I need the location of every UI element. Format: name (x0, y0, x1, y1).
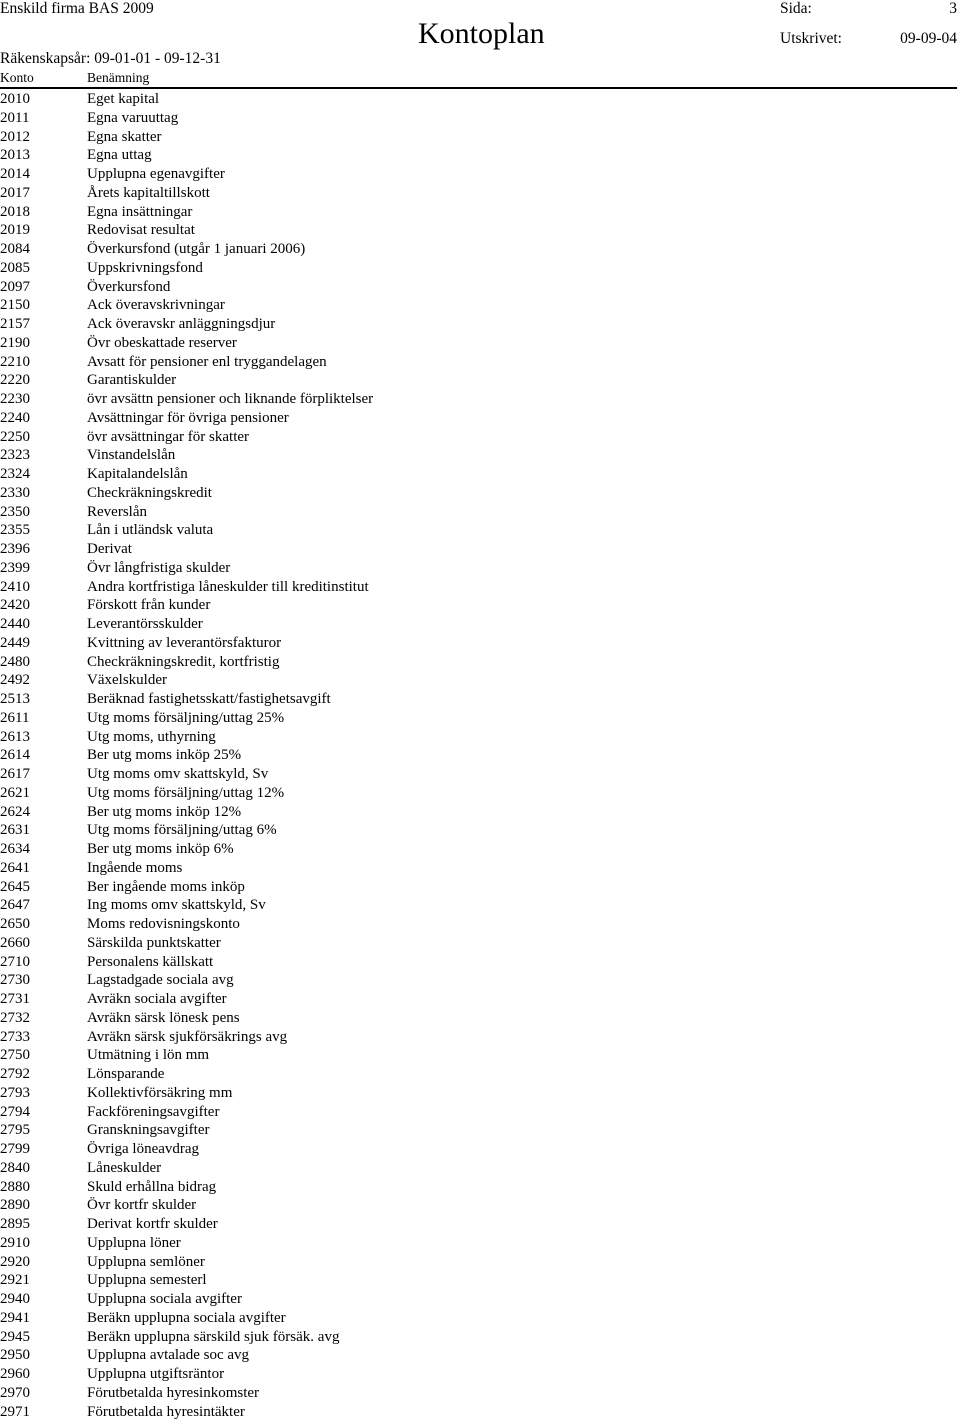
account-number: 2012 (0, 128, 30, 145)
account-row (0, 1345, 960, 1364)
account-row (0, 895, 960, 914)
account-name: Upplupna avtalade soc avg (87, 1347, 250, 1364)
account-name: Avräkn sociala avgifter (87, 991, 227, 1007)
account-number: 2324 (0, 466, 30, 482)
account-number: 2792 (0, 1066, 30, 1082)
account-name: Uppskrivningsfond (87, 259, 203, 276)
account-name: Egna insättningar (87, 203, 193, 220)
account-row (0, 1158, 960, 1177)
account-name: Utg moms omv skattskyld, Sv (87, 766, 269, 782)
account-row (0, 183, 960, 202)
account-name: Ack överavskr anläggningsdjur (87, 316, 276, 332)
account-name: Upplupna sociala avgifter (87, 1291, 242, 1307)
account-row (0, 1327, 960, 1346)
account-number: 2793 (0, 1084, 30, 1101)
account-number: 2396 (0, 541, 30, 557)
account-name: Upplupna löner (87, 1234, 181, 1251)
account-name: Överkursfond (utgår 1 januari 2006) (87, 241, 306, 257)
account-number: 2157 (0, 316, 30, 332)
account-name: Utg moms försäljning/uttag 6% (87, 822, 277, 839)
account-name: Skuld erhållna bidrag (87, 1178, 217, 1195)
account-row (0, 558, 960, 577)
account-list (0, 89, 960, 1420)
account-row (0, 220, 960, 239)
account-number: 2513 (0, 691, 30, 707)
account-row (0, 652, 960, 671)
account-name: Ber ingående moms inköp (87, 878, 245, 895)
account-number: 2250 (0, 428, 30, 445)
account-name: Checkräkningskredit (87, 484, 212, 501)
account-name: Avsättningar för övriga pensioner (87, 409, 289, 426)
account-row (0, 577, 960, 596)
account-row (0, 595, 960, 614)
account-row (0, 352, 960, 371)
account-number: 2018 (0, 203, 30, 220)
account-row (0, 1252, 960, 1271)
account-number: 2410 (0, 578, 30, 595)
account-name: Andra kortfristiga låneskulder till kreditinstitut (87, 578, 369, 595)
account-row (0, 708, 960, 727)
account-row (0, 764, 960, 783)
account-name: Årets kapitaltillskott (87, 184, 210, 201)
account-number: 2910 (0, 1234, 30, 1251)
account-row (0, 1083, 960, 1102)
account-row (0, 145, 960, 164)
account-name: Derivat (87, 541, 132, 557)
account-name: Förskott från kunder (87, 597, 211, 614)
account-row (0, 1383, 960, 1402)
account-row (0, 1270, 960, 1289)
account-name: Förutbetalda hyresinkomster (87, 1384, 260, 1401)
account-name: Övr långfristiga skulder (87, 559, 231, 576)
account-number: 2097 (0, 278, 30, 295)
account-number: 2617 (0, 766, 30, 782)
page-number: 3 (949, 0, 957, 17)
account-row (0, 277, 960, 296)
account-row (0, 614, 960, 633)
account-number: 2190 (0, 334, 30, 351)
account-name: Upplupna semesterl (87, 1272, 207, 1289)
account-row (0, 1233, 960, 1252)
account-name: Beräkn upplupna särskild sjuk försäk. avg (87, 1328, 340, 1345)
account-name: Avsatt för pensioner enl tryggandelagen (87, 353, 327, 370)
account-name: Upplupna egenavgifter (87, 166, 225, 182)
account-row (0, 1364, 960, 1383)
account-row (0, 820, 960, 839)
account-name: Garantiskulder (87, 372, 177, 389)
account-number: 2399 (0, 559, 30, 576)
account-row (0, 1027, 960, 1046)
account-number: 2940 (0, 1291, 30, 1307)
account-row (0, 839, 960, 858)
account-number: 2449 (0, 634, 30, 651)
account-number: 2731 (0, 991, 30, 1007)
account-row (0, 164, 960, 183)
account-number: 2733 (0, 1028, 30, 1045)
account-number: 2750 (0, 1047, 30, 1064)
account-number: 2323 (0, 447, 30, 464)
account-name: Utmätning i lön mm (87, 1047, 210, 1064)
account-row (0, 483, 960, 502)
account-row (0, 370, 960, 389)
account-name: Egna skatter (87, 128, 162, 145)
account-row (0, 1045, 960, 1064)
account-row (0, 295, 960, 314)
account-name: Derivat kortfr skulder (87, 1216, 218, 1232)
account-number: 2013 (0, 147, 30, 164)
account-row (0, 858, 960, 877)
account-row (0, 389, 960, 408)
account-name: Kvittning av leverantörsfakturor (87, 634, 282, 651)
account-number: 2799 (0, 1141, 30, 1157)
account-name: Redovisat resultat (87, 222, 195, 239)
account-name: Ber utg moms inköp 12% (87, 803, 242, 820)
account-row (0, 689, 960, 708)
account-number: 2014 (0, 166, 30, 182)
account-number: 2085 (0, 259, 30, 276)
account-row (0, 333, 960, 352)
account-row (0, 202, 960, 221)
account-name: Växelskulder (87, 672, 167, 689)
account-name: Överkursfond (87, 278, 171, 295)
account-number: 2895 (0, 1216, 30, 1232)
account-row (0, 970, 960, 989)
account-number: 2645 (0, 878, 30, 895)
account-row (0, 89, 960, 108)
account-row (0, 427, 960, 446)
account-number: 2240 (0, 409, 30, 426)
account-row (0, 1008, 960, 1027)
account-name: Utg moms försäljning/uttag 12% (87, 784, 285, 801)
account-number: 2921 (0, 1272, 30, 1289)
account-row (0, 258, 960, 277)
account-name: Checkräkningskredit, kortfristig (87, 653, 280, 670)
account-number: 2440 (0, 616, 30, 632)
account-name: Lönsparande (87, 1066, 165, 1082)
account-name: Granskningsavgifter (87, 1122, 210, 1139)
account-number: 2330 (0, 484, 30, 501)
account-row (0, 989, 960, 1008)
account-row (0, 539, 960, 558)
account-name: Förutbetalda hyresintäkter (87, 1403, 245, 1420)
account-number: 2210 (0, 353, 30, 370)
account-name: Ack överavskrivningar (87, 297, 225, 314)
account-row (0, 914, 960, 933)
account-number: 2420 (0, 597, 30, 614)
account-row (0, 520, 960, 539)
account-number: 2355 (0, 522, 30, 539)
account-number: 2150 (0, 297, 30, 314)
column-header-name: Benämning (87, 70, 150, 85)
account-name: Leverantörsskulder (87, 616, 203, 632)
account-name: Eget kapital (87, 91, 160, 107)
account-number: 2960 (0, 1366, 30, 1382)
account-row (0, 952, 960, 971)
account-row (0, 1120, 960, 1139)
account-row (0, 877, 960, 896)
account-number: 2220 (0, 372, 30, 389)
account-row (0, 408, 960, 427)
account-row (0, 239, 960, 258)
account-row (0, 802, 960, 821)
account-row (0, 727, 960, 746)
account-name: Ingående moms (87, 859, 183, 876)
account-number: 2941 (0, 1309, 30, 1326)
account-number: 2621 (0, 784, 30, 801)
account-name: Upplupna semlöner (87, 1253, 205, 1270)
account-name: Låneskulder (87, 1159, 162, 1176)
account-row (0, 933, 960, 952)
account-name: Beräknad fastighetsskatt/fastighetsavgift (87, 691, 331, 707)
account-row (0, 670, 960, 689)
account-row (0, 745, 960, 764)
account-row (0, 502, 960, 521)
account-name: Ing moms omv skattskyld, Sv (87, 897, 266, 914)
account-number: 2611 (0, 709, 30, 726)
account-number: 2950 (0, 1347, 30, 1364)
account-name: övr avsättningar för skatter (87, 428, 250, 445)
account-number: 2880 (0, 1178, 30, 1195)
account-name: Övr kortfr skulder (87, 1197, 197, 1214)
account-row (0, 108, 960, 127)
account-row (0, 1289, 960, 1308)
account-name: Lagstadgade sociala avg (87, 972, 234, 989)
printed-label: Utskrivet: (780, 30, 842, 47)
account-number: 2730 (0, 972, 30, 989)
account-number: 2613 (0, 728, 30, 745)
account-number: 2017 (0, 184, 30, 201)
account-name: Beräkn upplupna sociala avgifter (87, 1309, 286, 1326)
page-title: Kontoplan (418, 17, 545, 50)
account-number: 2710 (0, 953, 30, 970)
account-number: 2230 (0, 391, 30, 407)
account-number: 2945 (0, 1328, 30, 1345)
account-name: Moms redovisningskonto (87, 916, 240, 932)
account-number: 2492 (0, 672, 30, 689)
account-name: Kapitalandelslån (87, 466, 188, 482)
account-row (0, 1177, 960, 1196)
account-number: 2019 (0, 222, 30, 239)
account-number: 2660 (0, 934, 30, 951)
account-name: övr avsättn pensioner och liknande förpliktelser (87, 391, 374, 407)
account-row (0, 783, 960, 802)
column-header-account: Konto (0, 70, 34, 85)
account-number: 2650 (0, 916, 30, 932)
account-number: 2624 (0, 803, 30, 820)
account-number: 2010 (0, 91, 30, 107)
account-row (0, 1214, 960, 1233)
account-row (0, 445, 960, 464)
account-number: 2631 (0, 822, 30, 839)
account-name: Egna varuuttag (87, 109, 179, 126)
account-number: 2920 (0, 1253, 30, 1270)
account-row (0, 633, 960, 652)
account-name: Övriga löneavdrag (87, 1141, 200, 1157)
account-name: Upplupna utgiftsräntor (87, 1366, 225, 1382)
account-number: 2614 (0, 747, 30, 764)
account-name: Utg moms, uthyrning (87, 728, 216, 745)
account-name: Avräkn särsk sjukförsäkrings avg (87, 1028, 288, 1045)
account-name: Egna uttag (87, 147, 152, 164)
account-number: 2647 (0, 897, 30, 914)
page-label: Sida: (780, 0, 812, 17)
account-number: 2840 (0, 1159, 30, 1176)
account-row (0, 314, 960, 333)
account-number: 2084 (0, 241, 30, 257)
account-row (0, 1195, 960, 1214)
account-name: Personalens källskatt (87, 953, 214, 970)
account-name: Ber utg moms inköp 25% (87, 747, 242, 764)
account-name: Särskilda punktskatter (87, 934, 221, 951)
account-number: 2795 (0, 1122, 30, 1139)
account-number: 2480 (0, 653, 30, 670)
account-number: 2634 (0, 841, 30, 857)
account-name: Övr obeskattade reserver (87, 334, 237, 351)
printed-date: 09-09-04 (900, 30, 957, 47)
account-number: 2011 (0, 109, 30, 126)
account-number: 2971 (0, 1403, 30, 1420)
fiscal-year: Räkenskapsår: 09-01-01 - 09-12-31 (0, 50, 221, 67)
company-name: Enskild firma BAS 2009 (0, 0, 154, 17)
account-name: Lån i utländsk valuta (87, 522, 214, 539)
account-name: Kollektivförsäkring mm (87, 1084, 233, 1101)
account-name: Avräkn särsk lönesk pens (87, 1009, 240, 1026)
account-number: 2732 (0, 1009, 30, 1026)
account-name: Ber utg moms inköp 6% (87, 841, 234, 857)
account-row (0, 127, 960, 146)
account-row (0, 1402, 960, 1421)
account-name: Reverslån (87, 503, 147, 520)
account-number: 2350 (0, 503, 30, 520)
account-row (0, 1102, 960, 1121)
account-row (0, 1308, 960, 1327)
account-number: 2794 (0, 1103, 30, 1120)
account-number: 2890 (0, 1197, 30, 1214)
account-number: 2970 (0, 1384, 30, 1401)
account-row (0, 1064, 960, 1083)
account-row (0, 464, 960, 483)
account-number: 2641 (0, 859, 30, 876)
account-name: Utg moms försäljning/uttag 25% (87, 709, 285, 726)
account-name: Vinstandelslån (87, 447, 176, 464)
account-row (0, 1139, 960, 1158)
account-name: Fackföreningsavgifter (87, 1103, 220, 1120)
